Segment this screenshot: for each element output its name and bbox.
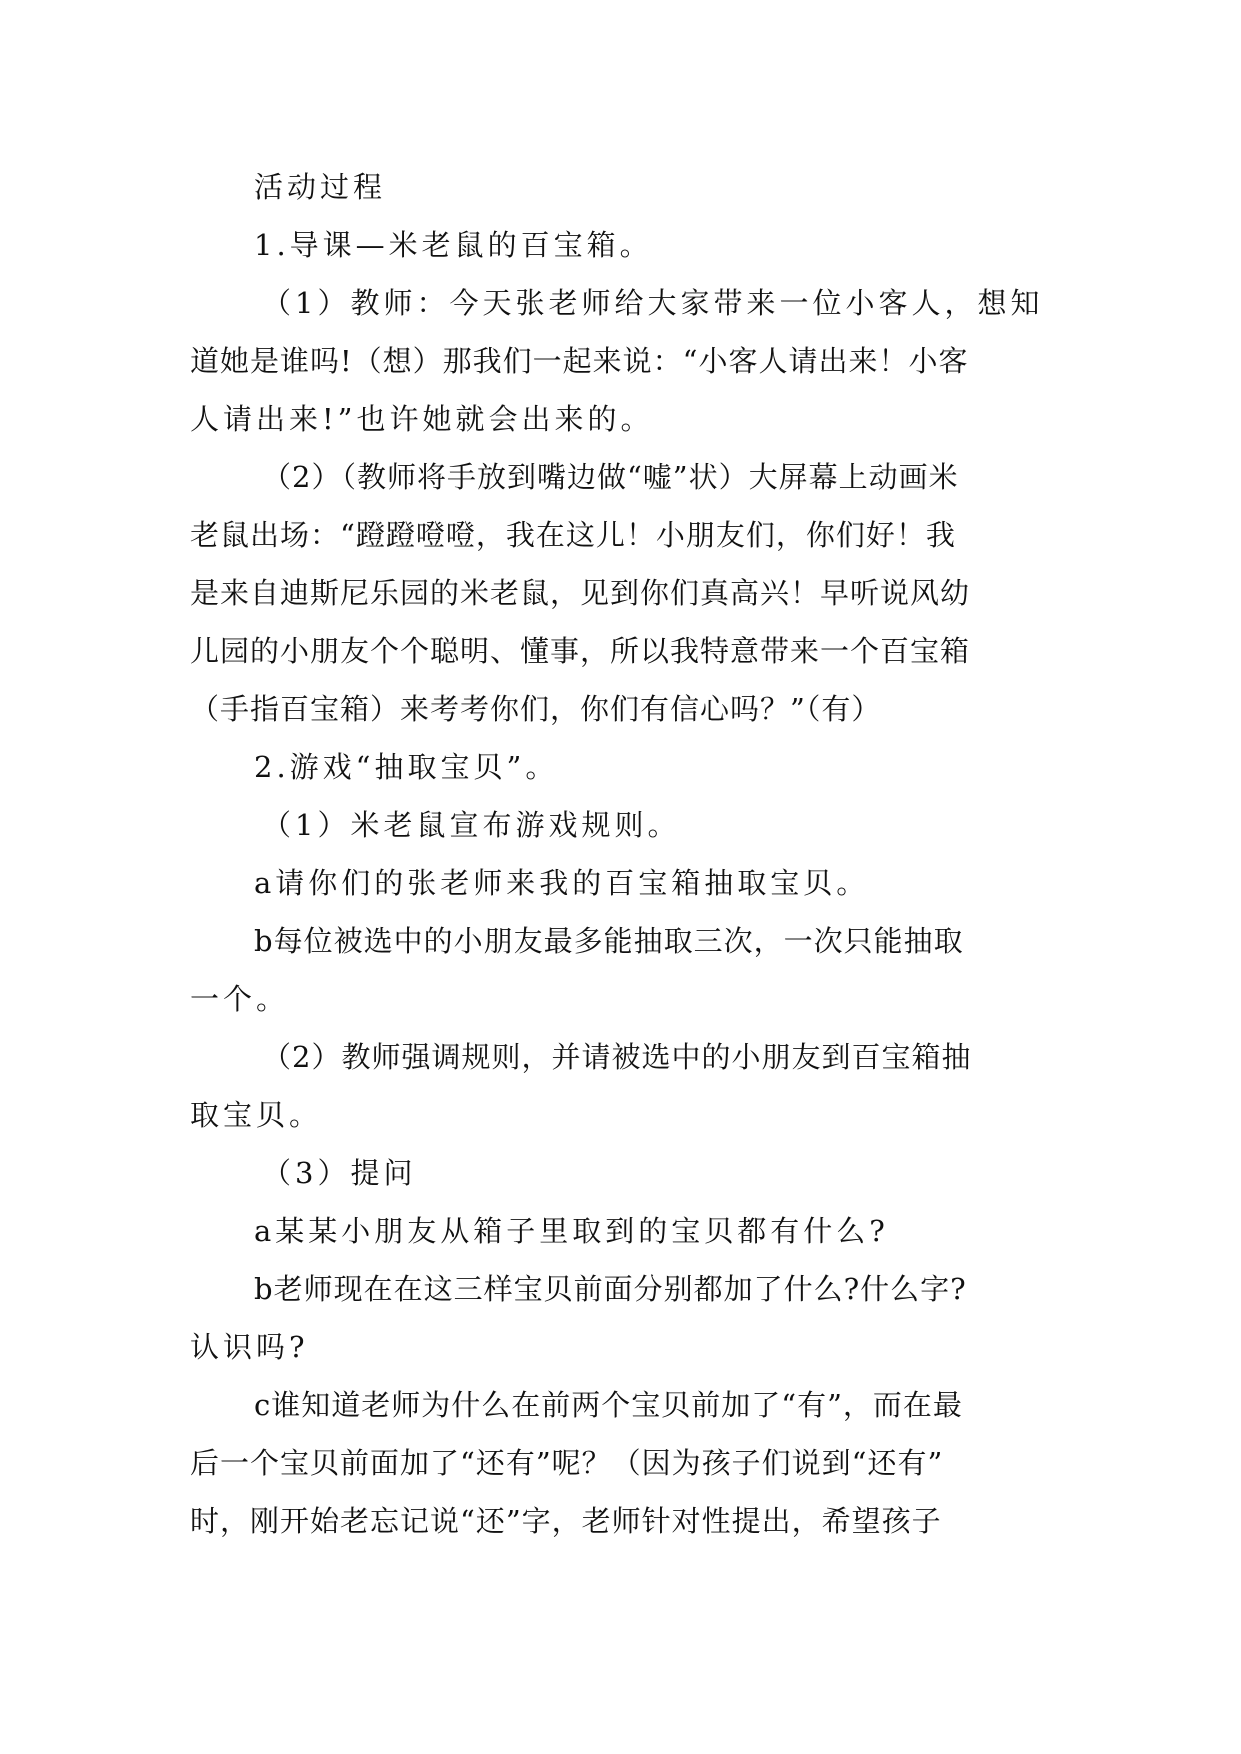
paragraph-line: 取宝贝。 — [190, 1098, 323, 1132]
paragraph-line: 认识吗? — [190, 1330, 309, 1364]
paragraph-line: a某某小朋友从箱子里取到的宝贝都有什么? — [254, 1214, 889, 1248]
paragraph-line: 是来自迪斯尼乐园的米老鼠，见到你们真高兴！早听说风幼 — [190, 576, 971, 610]
paragraph-line: （2）教师强调规则，并请被选中的小朋友到百宝箱抽 — [262, 1040, 972, 1074]
paragraph-line: 一个。 — [190, 982, 290, 1016]
paragraph-line: b每位被选中的小朋友最多能抽取三次，一次只能抽取 — [254, 924, 964, 958]
paragraph-line: 后一个宝贝前面加了“还有”呢？（因为孩子们说到“还有” — [190, 1446, 944, 1480]
paragraph-line: 人请出来!”也许她就会出来的。 — [190, 402, 654, 436]
paragraph-line: 儿园的小朋友个个聪明、懂事，所以我特意带来一个百宝箱 — [190, 634, 971, 668]
paragraph-line: c谁知道老师为什么在前两个宝贝前加了“有”，而在最 — [254, 1388, 963, 1422]
paragraph-line: 2.游戏“抽取宝贝”。 — [254, 750, 559, 784]
paragraph-line: 时，刚开始老忘记说“还”字，老师针对性提出，希望孩子 — [190, 1504, 942, 1538]
paragraph-line: （3）提问 — [262, 1156, 417, 1190]
paragraph-line: 老鼠出场：“蹬蹬噔噔，我在这儿！小朋友们，你们好！我 — [190, 518, 956, 552]
paragraph-line: 1.导课—米老鼠的百宝箱。 — [254, 228, 653, 262]
paragraph-line: （1）米老鼠宣布游戏规则。 — [262, 808, 681, 842]
paragraph-line: （手指百宝箱）来考考你们，你们有信心吗？”（有） — [190, 692, 882, 726]
paragraph-line: （1）教师：今天张老师给大家带来一位小客人，想知 — [262, 286, 1044, 320]
document-body — [190, 158, 1060, 1550]
paragraph-line: （2）（教师将手放到嘴边做“嘘”状）大屏幕上动画米 — [262, 460, 959, 494]
paragraph-line: 道她是谁吗!（想）那我们一起来说：“小客人请出来！小客 — [190, 344, 969, 378]
paragraph-line: b老师现在在这三样宝贝前面分别都加了什么?什么字? — [254, 1272, 967, 1306]
section-heading: 活动过程 — [254, 170, 387, 204]
paragraph-line: a请你们的张老师来我的百宝箱抽取宝贝。 — [254, 866, 870, 900]
